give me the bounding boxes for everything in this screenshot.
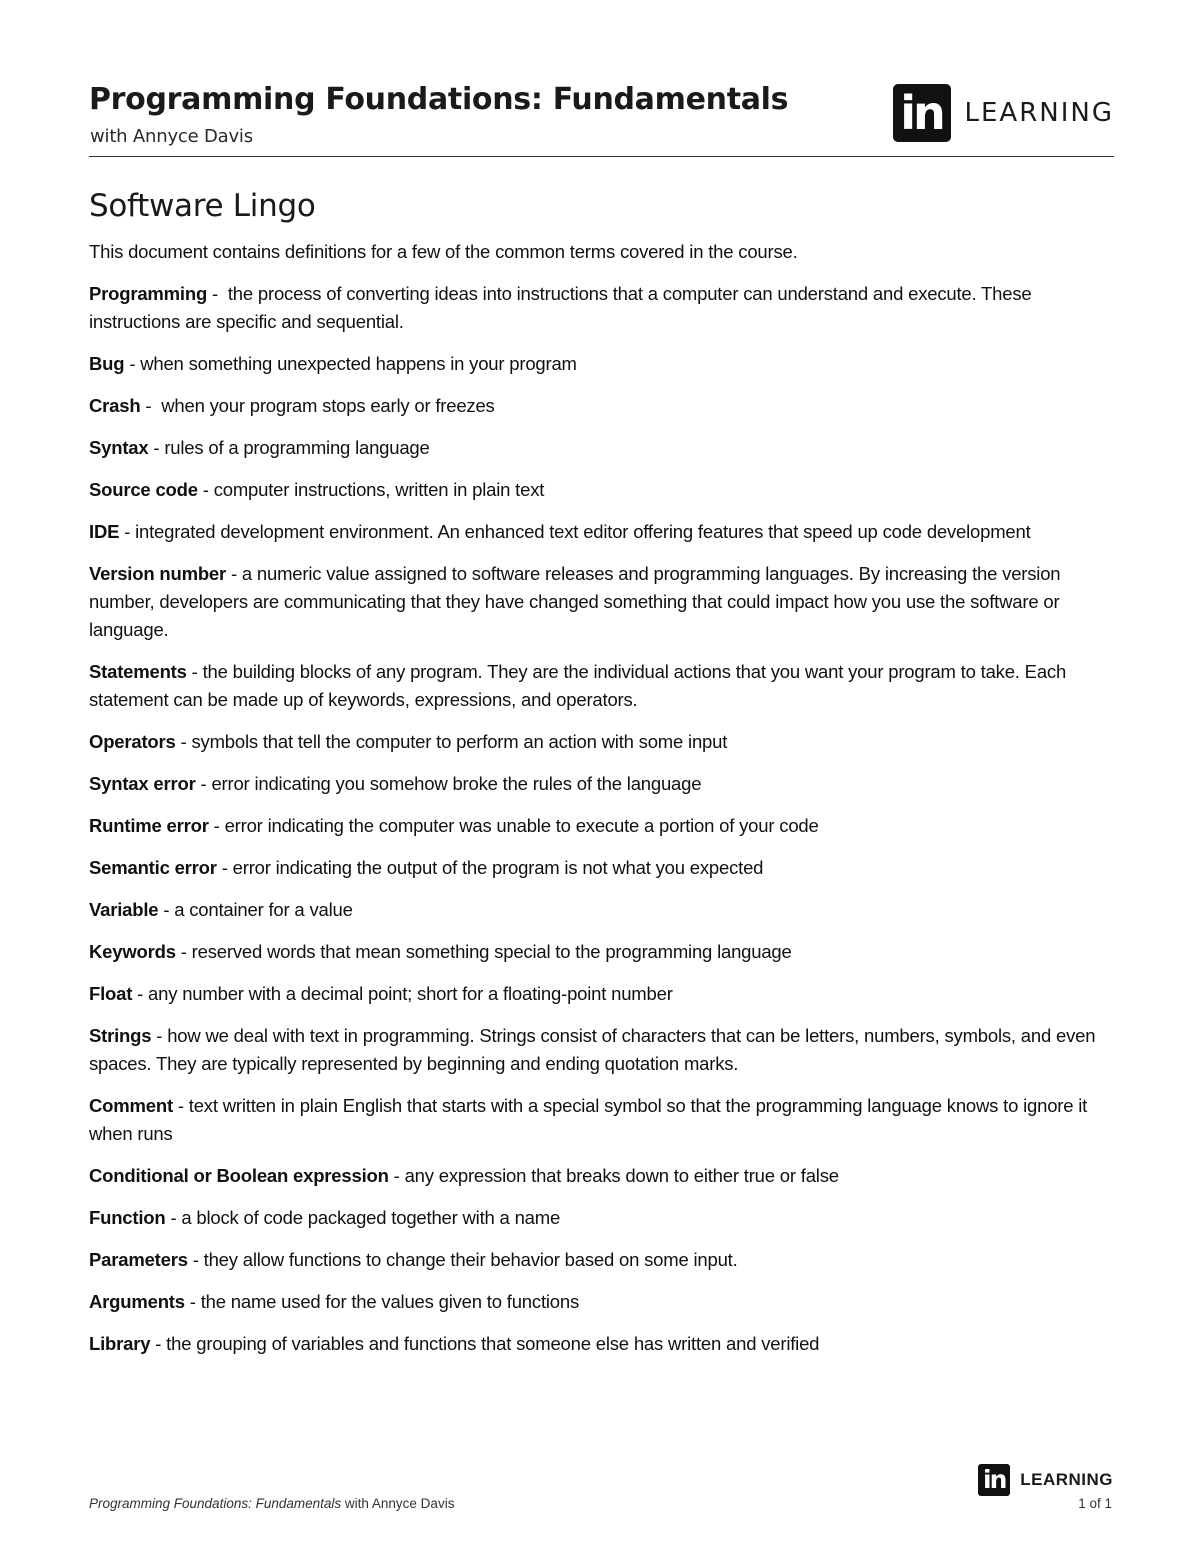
term-name: Version number [89, 563, 227, 584]
term-separator: - [184, 1291, 201, 1312]
term-entry [89, 812, 1119, 840]
term-separator: - [124, 353, 141, 374]
term-definition: error indicating you somehow broke the rules of the language [211, 773, 702, 794]
term-definition: rules of a programming language [164, 437, 430, 458]
term-entry [89, 1022, 1119, 1078]
linkedin-logo-icon: in [978, 1464, 1010, 1496]
term-definition: any expression that breaks down to either true or false [404, 1165, 839, 1186]
term-definition: computer instructions, written in plain text [213, 479, 545, 500]
term-name: Keywords [89, 941, 176, 962]
term-definition: a block of code packaged together with a name [181, 1207, 561, 1228]
term-separator: - [388, 1165, 405, 1186]
term-separator: - [197, 479, 214, 500]
term-name: Semantic error [89, 857, 217, 878]
term-definition: text written in plain English that starts with a special symbol so that the programming language knows to ignore it when runs [89, 1095, 1088, 1144]
term-name: Source code [89, 479, 198, 500]
term-entry [89, 1162, 1119, 1190]
term-name: IDE [89, 521, 120, 542]
term-entry [89, 560, 1119, 644]
term-definition: they allow functions to change their behavior based on some input. [203, 1249, 738, 1270]
term-definition: error indicating the output of the program is not what you expected [232, 857, 764, 878]
term-name: Arguments [89, 1291, 185, 1312]
term-name: Function [89, 1207, 166, 1228]
term-separator: - [148, 437, 165, 458]
term-separator: - [175, 941, 192, 962]
term-separator: - [208, 815, 225, 836]
term-separator: - [186, 661, 203, 682]
document-body [89, 188, 1119, 1372]
term-entry [89, 980, 1119, 1008]
term-separator: - [140, 395, 162, 416]
intro-paragraph: This document contains definitions for a few of the common terms covered in the course. [89, 241, 798, 262]
term-entry [89, 476, 1119, 504]
term-name: Parameters [89, 1249, 188, 1270]
term-entry [89, 518, 1119, 546]
term-name: Runtime error [89, 815, 209, 836]
term-entry [89, 938, 1119, 966]
term-definition: reserved words that mean something special to the programming language [191, 941, 792, 962]
term-entry [89, 392, 1119, 420]
term-name: Library [89, 1333, 151, 1354]
term-separator: - [151, 1025, 168, 1046]
term-entry [89, 854, 1119, 882]
term-separator: - [150, 1333, 167, 1354]
term-definition: any number with a decimal point; short for a floating-point number [148, 983, 673, 1004]
document-title: Programming Foundations: Fundamentals [89, 82, 789, 117]
term-separator: - [207, 283, 228, 304]
term-separator: - [216, 857, 233, 878]
document-author: with Annyce Davis [90, 126, 253, 147]
term-name: Programming [89, 283, 208, 304]
term-separator: - [165, 1207, 182, 1228]
term-entry [89, 728, 1119, 756]
term-definition: how we deal with text in programming. Strings consist of characters that can be letters, numbers, symbols, and even spaces. They are typically represented by beginning and ending quotation marks. [89, 1025, 1096, 1074]
term-name: Syntax error [89, 773, 196, 794]
term-entry [89, 1092, 1119, 1148]
term-definition: when something unexpected happens in your program [140, 353, 577, 374]
document-header [89, 80, 1114, 158]
term-name: Float [89, 983, 133, 1004]
term-definition: a numeric value assigned to software releases and programming languages. By increasing the version number, developers are communicating that they have changed something that could impact how you use the software or language. [89, 563, 1061, 640]
term-definition: a container for a value [174, 899, 353, 920]
term-separator: - [158, 899, 175, 920]
term-entry [89, 350, 1119, 378]
term-definition: the process of converting ideas into instructions that a computer can understand and execute. These instructions are specific and sequential. [89, 283, 1032, 332]
term-name: Syntax [89, 437, 149, 458]
term-entry [89, 280, 1119, 336]
section-title: Software Lingo [89, 188, 316, 224]
footer-logo [978, 1464, 1113, 1496]
footer-course-credit [89, 1496, 454, 1511]
header-divider [89, 156, 1114, 157]
term-list [89, 280, 1119, 1358]
term-entry [89, 434, 1119, 462]
term-entry [89, 1288, 1119, 1316]
term-separator: - [172, 1095, 189, 1116]
term-entry [89, 1204, 1119, 1232]
linkedin-learning-logo [893, 84, 1114, 142]
term-name: Operators [89, 731, 176, 752]
term-separator: - [195, 773, 212, 794]
term-name: Bug [89, 353, 125, 374]
term-entry [89, 770, 1119, 798]
term-separator: - [187, 1249, 204, 1270]
term-definition: error indicating the computer was unable to execute a portion of your code [224, 815, 819, 836]
term-definition: symbols that tell the computer to perform an action with some input [191, 731, 728, 752]
term-definition: when your program stops early or freezes [161, 395, 495, 416]
term-name: Conditional or Boolean expression [89, 1165, 389, 1186]
term-definition: the building blocks of any program. They are the individual actions that you want your program to take. Each statement can be made up of keywords, expressions, and operators. [89, 661, 1067, 710]
term-separator: - [119, 521, 136, 542]
term-name: Strings [89, 1025, 152, 1046]
linkedin-logo-icon: in [893, 84, 951, 142]
page-number: 1 of 1 [1078, 1496, 1112, 1511]
term-separator: - [226, 563, 242, 584]
footer-learning-wordmark: LEARNING [1020, 1470, 1113, 1489]
term-definition: the grouping of variables and functions that someone else has written and verified [166, 1333, 820, 1354]
term-entry [89, 658, 1119, 714]
term-definition: integrated development environment. An enhanced text editor offering features that speed up code development [135, 521, 1031, 542]
term-separator: - [175, 731, 192, 752]
footer-course-author: with Annyce Davis [341, 1496, 455, 1511]
footer-course-title: Programming Foundations: Fundamentals [89, 1496, 342, 1511]
term-entry [89, 1246, 1119, 1274]
term-name: Variable [89, 899, 159, 920]
term-definition: the name used for the values given to functions [200, 1291, 580, 1312]
term-separator: - [132, 983, 149, 1004]
term-name: Crash [89, 395, 141, 416]
term-name: Statements [89, 661, 187, 682]
learning-wordmark: LEARNING [964, 98, 1114, 128]
term-name: Comment [89, 1095, 173, 1116]
term-entry [89, 896, 1119, 924]
term-entry [89, 1330, 1119, 1358]
